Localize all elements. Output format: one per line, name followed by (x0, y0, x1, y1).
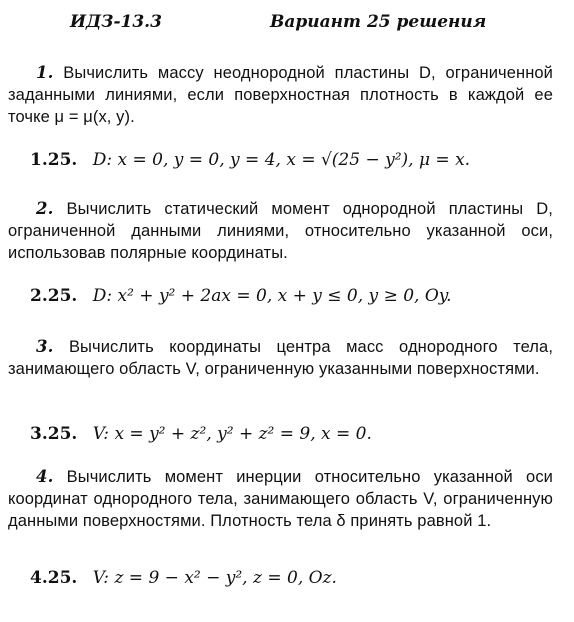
variant-title: Вариант 25 решения (270, 12, 487, 32)
document-code: ИДЗ-13.3 (70, 12, 162, 32)
task-4-formula-body: z = 9 − x² − y², z = 0, Oz. (114, 568, 337, 588)
task-1-text (8, 62, 553, 128)
task-1-formula-body: x = 0, y = 0, y = 4, x = √(25 − y²), μ = x. (117, 150, 471, 170)
task-1-formula-label: D: (92, 150, 113, 170)
task-2-formula-number: 2.25. (30, 286, 78, 306)
task-3-formula-label: V: (92, 424, 110, 444)
task-1-formula-number: 1.25. (30, 150, 78, 170)
task-4-number: 4. (36, 467, 54, 486)
task-1-statement: Вычислить массу неоднородной пластины D, ограниченной заданными линиями, если поверхностная плотность в каждой ее точке μ = μ(x, y). (8, 64, 554, 126)
task-2-number: 2. (36, 199, 54, 218)
task-3-number: 3. (36, 337, 54, 356)
task-1-formula (30, 150, 470, 170)
task-3-statement: Вычислить координаты центра масс однородного тела, занимающего область V, ограниченную указанными поверхностями. (8, 338, 553, 378)
task-4-formula (30, 568, 337, 588)
task-3-text (8, 336, 553, 380)
task-4-statement: Вычислить момент инерции относительно указанной оси координат однородного тела, занимающего область V, ограниченную данными поверхностями. Плотность тела δ принять равной 1. (8, 468, 553, 530)
task-2-text (8, 198, 553, 264)
task-2-formula-label: D: (92, 286, 113, 306)
task-1-number: 1. (36, 63, 54, 82)
task-2-formula (30, 286, 452, 306)
task-2-statement: Вычислить статический момент однородной пластины D, ограниченной данными линиями, относительно указанной оси, использовав полярные координаты. (8, 200, 553, 262)
task-4-formula-number: 4.25. (30, 568, 78, 588)
task-2-formula-body: x² + y² + 2ax = 0, x + y ≤ 0, y ≥ 0, Oy. (117, 286, 452, 306)
task-4-text (8, 466, 553, 532)
task-3-formula-number: 3.25. (30, 424, 78, 444)
task-3-formula (30, 424, 372, 444)
task-4-formula-label: V: (92, 568, 110, 588)
task-3-formula-body: x = y² + z², y² + z² = 9, x = 0. (114, 424, 372, 444)
